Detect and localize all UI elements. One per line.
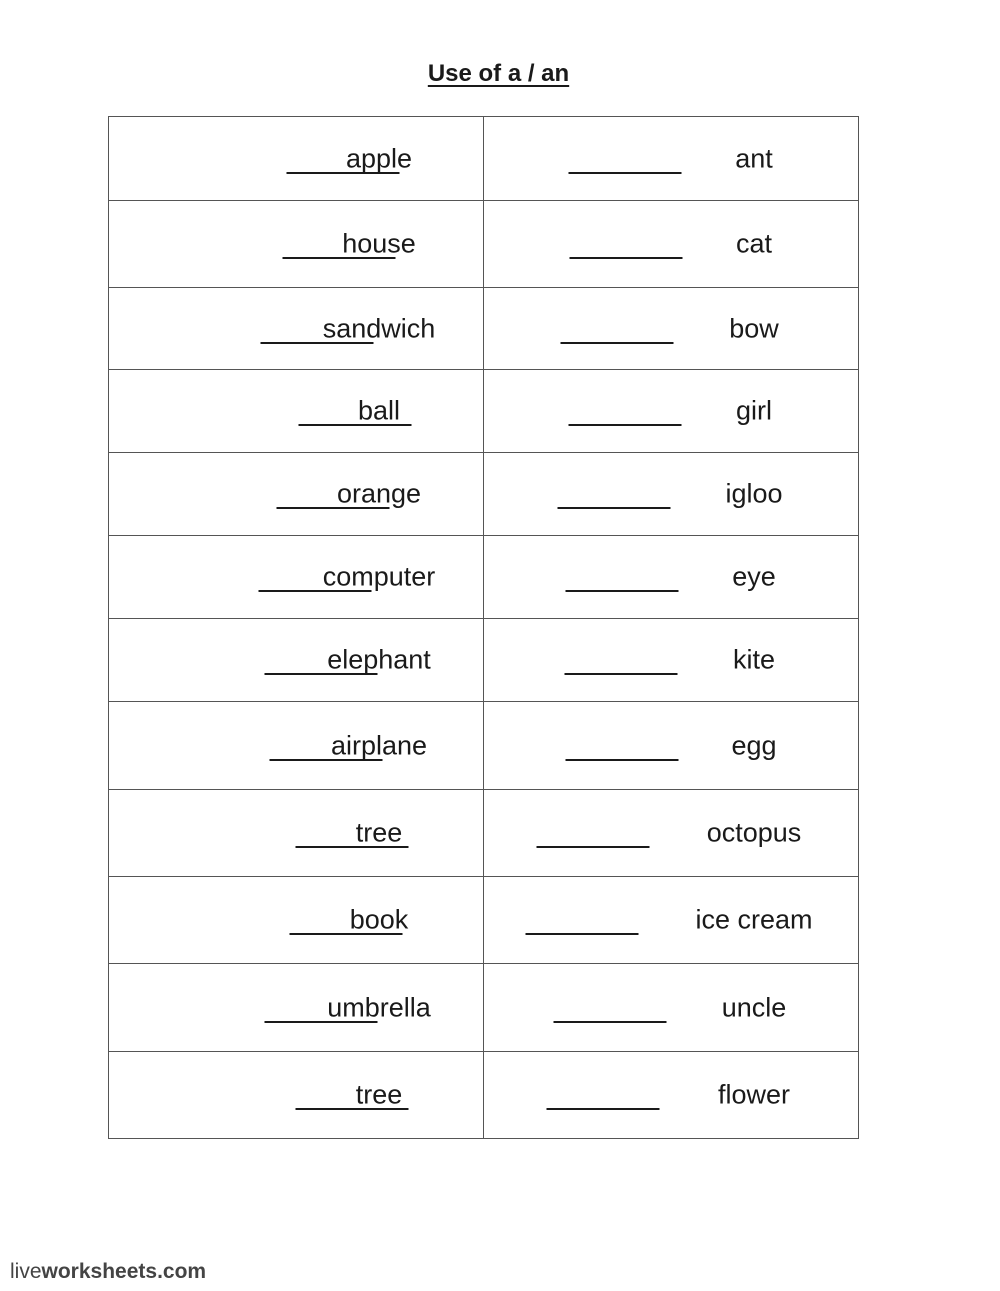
noun-label: elephant [327, 644, 431, 675]
noun-label: apple [345, 143, 413, 173]
noun-label: airplane [330, 730, 428, 760]
noun-label: sandwich [322, 313, 436, 343]
table-row [109, 288, 859, 370]
noun-label: house [342, 228, 416, 259]
answer-blank[interactable] [565, 645, 678, 675]
exercise-cell-right [484, 370, 859, 453]
exercise-cell-right [484, 536, 859, 619]
exercise-table [108, 116, 859, 1139]
table-row [109, 536, 859, 619]
table-row [109, 117, 859, 201]
answer-blank[interactable] [537, 818, 650, 848]
table-row [109, 964, 859, 1052]
noun-label: uncle [721, 992, 787, 1022]
noun-label: ball [357, 395, 401, 426]
noun-label: tree [355, 817, 403, 848]
exercise-cell-right [484, 288, 859, 370]
exercise-cell-left [109, 288, 484, 370]
exercise-cell-left [109, 536, 484, 619]
table-row [109, 453, 859, 536]
exercise-cell-left [109, 117, 484, 201]
exercise-cell-left [109, 877, 484, 964]
table-row [109, 877, 859, 964]
noun-label: orange [336, 478, 422, 509]
exercise-cell-right [484, 117, 859, 201]
exercise-cell-right [484, 201, 859, 288]
exercise-cell-right [484, 1052, 859, 1139]
noun-label: tree [355, 1079, 403, 1110]
exercise-cell-right [484, 453, 859, 536]
table-row [109, 619, 859, 702]
answer-blank[interactable] [526, 905, 639, 935]
answer-blank[interactable] [566, 562, 679, 592]
noun-label: bow [729, 313, 779, 343]
answer-blank[interactable] [558, 479, 671, 509]
noun-label: eye [732, 561, 776, 592]
noun-label: igloo [725, 478, 783, 509]
exercise-cell-left [109, 201, 484, 288]
answer-blank[interactable] [561, 314, 674, 344]
noun-label: umbrella [327, 992, 431, 1022]
answer-blank[interactable] [547, 1080, 660, 1110]
table-row [109, 1052, 859, 1139]
answer-blank[interactable] [570, 229, 683, 259]
exercise-cell-left [109, 453, 484, 536]
answer-blank[interactable] [569, 396, 682, 426]
noun-label: girl [735, 395, 773, 426]
exercise-cell-left [109, 790, 484, 877]
answer-blank[interactable] [569, 144, 682, 174]
exercise-cell-left [109, 619, 484, 702]
worksheet-title: Use of a / an [427, 60, 570, 87]
exercise-cell-left [109, 702, 484, 790]
table-row [109, 790, 859, 877]
table-row [109, 201, 859, 288]
answer-blank[interactable] [554, 993, 667, 1023]
noun-label: book [349, 904, 409, 935]
table-row [109, 702, 859, 790]
logo-brand: worksheets.com [41, 1260, 207, 1283]
noun-label: ant [735, 143, 773, 173]
answer-blank[interactable] [566, 731, 679, 761]
noun-label: kite [732, 644, 776, 675]
table-row [109, 370, 859, 453]
logo-prefix: live [10, 1260, 42, 1283]
exercise-cell-left [109, 370, 484, 453]
exercise-cell-right [484, 877, 859, 964]
noun-label: computer [322, 561, 436, 592]
exercise-cell-right [484, 702, 859, 790]
noun-label: cat [735, 228, 773, 259]
exercise-cell-left [109, 1052, 484, 1139]
noun-label: flower [717, 1079, 791, 1110]
noun-label: ice cream [695, 904, 813, 935]
exercise-cell-right [484, 964, 859, 1052]
noun-label: octopus [706, 817, 802, 848]
exercise-cell-right [484, 790, 859, 877]
exercise-cell-right [484, 619, 859, 702]
exercise-cell-left [109, 964, 484, 1052]
liveworksheets-logo [10, 1260, 206, 1284]
noun-label: egg [731, 730, 777, 760]
